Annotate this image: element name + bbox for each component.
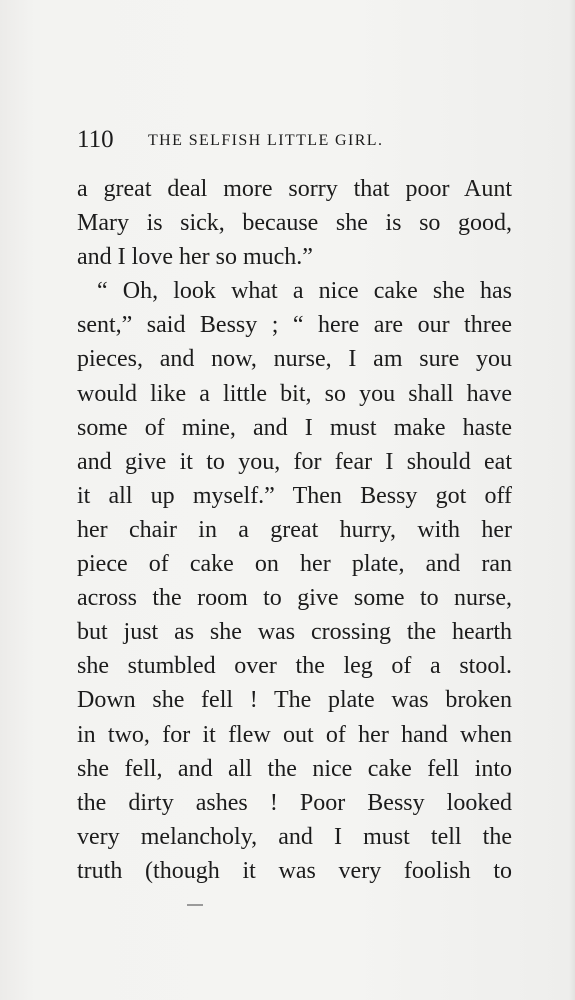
text-line: a great deal more sorry that poor Aunt: [77, 176, 512, 202]
text-line: the dirty ashes ! Poor Bessy looked: [77, 789, 512, 816]
page-header: [77, 124, 517, 156]
text-line: Mary is sick, because she is so good,: [77, 210, 512, 237]
text-line: sent,” said Bessy ; “ here are our three: [77, 312, 512, 339]
page-number: 110: [77, 126, 114, 153]
text-line: she fell, and all the nice cake fell into: [77, 755, 512, 782]
running-head: THE SELFISH LITTLE GIRL.: [148, 132, 384, 149]
text-line: it all up myself.” Then Bessy got off: [77, 482, 512, 509]
text-line: in two, for it flew out of her hand when: [77, 721, 512, 748]
text-line: across the room to give some to nurse,: [77, 585, 512, 612]
text-line: very melancholy, and I must tell the: [77, 823, 512, 850]
footer-mark: [187, 904, 203, 906]
text-line: piece of cake on her plate, and ran: [77, 551, 512, 578]
text-line: some of mine, and I must make haste: [77, 414, 512, 441]
text-line: her chair in a great hurry, with her: [77, 516, 512, 543]
text-line: pieces, and now, nurse, I am sure you: [77, 346, 512, 373]
text-line: would like a little bit, so you shall have: [77, 380, 512, 407]
text-line: Down she fell ! The plate was broken: [77, 687, 512, 714]
body-text: [77, 172, 512, 888]
page-edge-shadow: [569, 0, 575, 1000]
text-line: and I love her so much.”: [77, 244, 313, 271]
text-line: “ Oh, look what a nice cake she has: [97, 278, 512, 305]
text-line: truth (though it was very foolish to: [77, 857, 512, 884]
text-line: but just as she was crossing the hearth: [77, 619, 512, 646]
text-line: and give it to you, for fear I should eat: [77, 448, 512, 475]
text-line: she stumbled over the leg of a stool.: [77, 653, 512, 680]
